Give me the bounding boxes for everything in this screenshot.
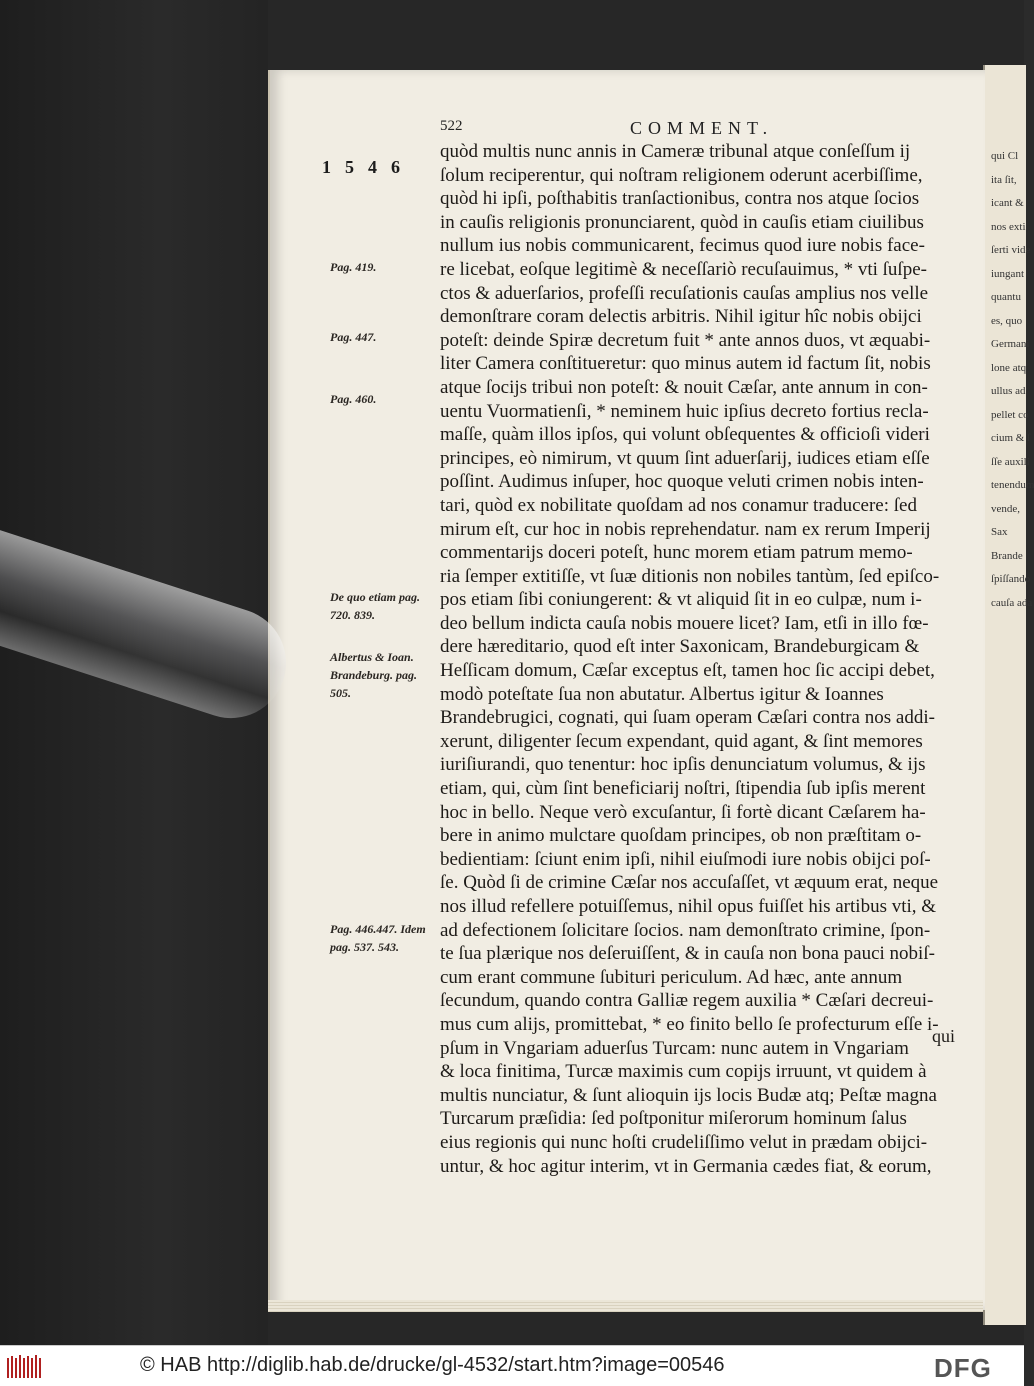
text-line: untur, & hoc agitur interim, vt in Germania cædes fiat, & eorum, (440, 1155, 932, 1177)
text-line: ria ſemper extitiſſe, vt ſuæ ditionis non nobiles tantùm, ſed epiſco- (440, 565, 940, 587)
text-line: principes, eò nimirum, vt quum ſint aduerſarij, iudices etiam eſſe (440, 447, 930, 469)
text-line: bere in animo mulctare quoſdam principes, ob non præſtitam o- (440, 825, 922, 847)
hab-logo-icon (6, 1354, 44, 1380)
text-line: pſum in Vngariam aduerſus Turcam: nunc autem in Vngariam (440, 1037, 909, 1059)
facing-page-line: nos exti (991, 220, 1026, 233)
text-line: hoc in bello. Neque verò excuſantur, ſi fortè dicant Cæſarem ha- (440, 801, 926, 823)
text-line: in cauſis religionis pronunciarent, quòd in cauſis etiam ciuilibus (440, 211, 924, 233)
text-line: demonſtrare coram delectis arbitris. Nihil igitur hîc nobis obijci (440, 306, 922, 328)
facing-page-line: tenendum (991, 479, 1034, 491)
folio-number: 522 (440, 118, 463, 134)
facing-page-line: es, quo (991, 314, 1023, 327)
facing-page-line: cauſa ada (991, 596, 1033, 609)
facing-page-line: qui Cl (991, 150, 1019, 162)
text-line: deo bellum indicta cauſa nobis mouere licet? Iam, etſi in illo fœ- (440, 612, 929, 634)
running-head: COMMENT. (630, 118, 774, 138)
text-line: mus cum alijs, promittebat, * eo finito bello ſe profecturum eſſe i- (440, 1013, 939, 1035)
text-line: eius regionis qui nunc hoſti crudeliſſimo velut in prædam obijci- (440, 1131, 928, 1153)
facing-page-line: Germani (991, 338, 1030, 350)
margin-note: Pag. 447. (330, 330, 377, 344)
page-edges (268, 1300, 983, 1312)
text-line: cum erant commune ſubituri periculum. Ad hæc, ante annum (440, 966, 903, 988)
text-line: quòd multis nunc annis in Cameræ tribunal atque conſeſſum ij (440, 141, 911, 162)
text-line: Turcarum præſidia: ſed poſtponitur miſerorum hominum ſalus (440, 1108, 907, 1130)
text-line: poſſint. Audimus inſuper, hoc quoque veluti crimen nobis inten- (440, 471, 924, 493)
text-line: ſe. Quòd ſi de crimine Cæſar nos accuſaſſet, vt æquum erat, neque (440, 872, 939, 894)
facing-page-line: pellet co (991, 408, 1029, 421)
year-marginal: 1546 (322, 157, 414, 177)
text-line: bedientiam: ſciunt enim ipſi, nihil eiuſmodi iure nobis obijci poſ- (440, 848, 931, 870)
text-line: ſolum reciperentur, qui noſtram religionem oderunt acerbiſſime, (440, 164, 923, 186)
text-line: Brandebrugici, cognati, qui ſuam operam Cæſari contra nos addi- (440, 707, 935, 729)
text-line: iuriſiurandi, quo tenentur: hoc ipſis denunciatum volumus, & ijs (440, 754, 926, 776)
text-line: multis nunciatur, & ſunt alioquin ijs locis Budæ atq; Peſtæ magna (440, 1084, 937, 1106)
margin-note: Pag. 460. (330, 392, 377, 406)
text-line: Heſſicam domum, Cæſar exceptus eſt, tamen hoc ſic accipi debet, (440, 660, 935, 682)
dfg-logo: DFG (934, 1353, 992, 1383)
facing-page-line: lone atq (991, 361, 1027, 374)
text-line: pos etiam ſibi coniungerent: & vt aliquid ſit in eo culpæ, num i- (440, 589, 922, 611)
text-line: te ſua plærique nos deſeruiſſent, & in cauſa non bona pauci nobiſ- (440, 943, 935, 965)
facing-page-line: ſerti vide (991, 244, 1031, 256)
facing-page-fragments (985, 65, 1034, 615)
catchword: qui (932, 1026, 956, 1046)
text-line: ſecundum, quando contra Galliæ regem auxilia * Cæſari decreui- (440, 990, 934, 1012)
facing-page-line: quantu (991, 291, 1021, 303)
text-line: maſſe, quàm illos ipſos, qui volunt obſequentes & officioſi videri (440, 424, 930, 446)
copyright-link[interactable]: © HAB http://diglib.hab.de/drucke/gl-4532/start.htm?image=00546 (140, 1354, 725, 1376)
margin-note: Pag. 446.447. Idem pag. 537. 543. (330, 922, 426, 954)
margin-note: De quo etiam pag. 720. 839. (330, 590, 420, 622)
text-line: tari, quòd ex nobilitate quoſdam ad nos conamur traducere: ſed (440, 494, 917, 516)
margin-note: Pag. 419. (330, 260, 377, 274)
text-line: ctos & aduerſarios, profeſſi recuſationis cauſas amplius nos velle (440, 282, 929, 304)
facing-page-line: iungant (991, 267, 1024, 280)
text-line: quòd hi ipſi, poſthabitis tranſactionibus, contra nos atque ſocios (440, 188, 920, 210)
facing-page-line: ſpiſſando (991, 573, 1031, 585)
text-line: dere hæreditario, quod eſt inter Saxonicam, Brandeburgicam & (440, 636, 920, 658)
margin-note: Albertus & Ioan. Brandeburg. pag. 505. (330, 650, 418, 700)
text-line: liter Camera conſtitueretur: quo minus autem id factum ſit, nobis (440, 353, 931, 375)
text-line: nullum ius nobis communicarent, fecimus quod iure nobis face- (440, 235, 925, 257)
facing-page-line: ullus ad (991, 385, 1026, 397)
facing-page-line: icant & (991, 197, 1024, 209)
facing-page-line: Brande (991, 549, 1023, 562)
text-line: commentarijs doceri poteſt, hunc morem etiam patrum memo- (440, 542, 913, 564)
facing-page-edge (983, 65, 1034, 1325)
text-line: nos illud refellere potuiſſemus, nihil opus fuiſſet his artibus vti, & (440, 896, 937, 917)
text-line: mirum eſt, cur hoc in nobis reprehendatur. nam ex rerum Imperij (440, 518, 931, 540)
facing-page-line: ſſe auxili (991, 455, 1030, 468)
text-line: xerunt, diligenter ſecum expendant, quid agant, & ſint memores (440, 730, 923, 752)
footer-bar (0, 1345, 1024, 1386)
facing-page-line: Sax (991, 526, 1008, 538)
text-line: & loca finitima, Turcæ maximis cum copijs irruunt, vt quidem à (440, 1061, 927, 1083)
facing-page-line: vende, (991, 502, 1021, 515)
facing-page-line: cium & ſ (991, 432, 1031, 444)
text-line: ad defectionem ſolicitare ſocios. nam demonſtrato crimine, ſpon- (440, 919, 931, 941)
text-line: poteſt: deinde Spiræ decretum fuit * ante annos duos, vt æquabi- (440, 329, 931, 351)
text-line: re licebat, eoſque legitimè & neceſſariò recuſauimus, * vti ſuſpe- (440, 258, 927, 280)
text-line: modò poteſtate ſua non abutatur. Albertus igitur & Ioannes (440, 683, 884, 705)
facing-page-line: ita ſit, (991, 173, 1017, 186)
text-line: uentu Vuormatienſi, * neminem huic ipſius decreto fortius recla- (440, 400, 929, 422)
text-line: etiam, qui, cùm ſint beneficiarij noſtri, ſtipendia ſub ipſis merent (440, 778, 926, 800)
text-line: atque ſocijs tribui non poteſt: & nouit Cæſar, ante annum in con- (440, 376, 928, 398)
body-text (440, 140, 965, 1178)
